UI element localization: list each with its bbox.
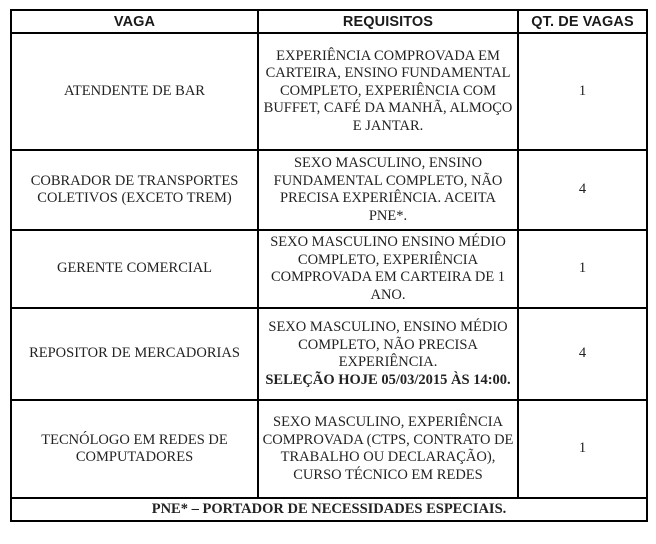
requisitos-text: SEXO MASCULINO, ENSINO FUNDAMENTAL COMPLETO, NÃO PRECISA EXPERIÊNCIA. ACEITA PNE*. <box>273 155 503 224</box>
qt-vagas-cell: 1 <box>518 400 647 498</box>
table-row <box>11 150 647 230</box>
vaga-cell: TECNÓLOGO EM REDES DE COMPUTADORES <box>11 400 258 498</box>
requisitos-cell <box>258 150 518 230</box>
header-qt-vagas: QT. DE VAGAS <box>518 10 647 33</box>
requisitos-text: SEXO MASCULINO, ENSINO MÉDIO COMPLETO, NÃO PRECISA EXPERIÊNCIA. <box>268 319 508 370</box>
qt-vagas-cell: 1 <box>518 33 647 150</box>
requisitos-cell <box>258 400 518 498</box>
requisitos-text: SEXO MASCULINO ENSINO MÉDIO COMPLETO, EXPERIÊNCIA COMPROVADA EM CARTEIRA DE 1 ANO. <box>270 234 506 303</box>
requisitos-cell <box>258 33 518 150</box>
vaga-cell: REPOSITOR DE MERCADORIAS <box>11 308 258 400</box>
header-vaga: VAGA <box>11 10 258 33</box>
table-row <box>11 33 647 150</box>
header-row <box>11 10 647 33</box>
requisitos-cell <box>258 308 518 400</box>
table-row <box>11 230 647 308</box>
qt-vagas-cell: 4 <box>518 150 647 230</box>
requisitos-text: EXPERIÊNCIA COMPROVADA EM CARTEIRA, ENSINO FUNDAMENTAL COMPLETO, EXPERIÊNCIA COM BUFFET, CAFÉ DA MANHÃ, ALMOÇO E JANTAR. <box>263 47 513 134</box>
qt-vagas-cell: 1 <box>518 230 647 308</box>
vaga-cell: COBRADOR DE TRANSPORTES COLETIVOS (EXCETO TREM) <box>11 150 258 230</box>
requisitos-cell <box>258 230 518 308</box>
footnote: PNE* – PORTADOR DE NECESSIDADES ESPECIAIS. <box>11 498 647 521</box>
vaga-cell: GERENTE COMERCIAL <box>11 230 258 308</box>
table-row <box>11 308 647 400</box>
job-vacancies-table <box>10 9 648 522</box>
requisitos-text: SEXO MASCULINO, EXPERIÊNCIA COMPROVADA (CTPS, CONTRATO DE TRABALHO OU DECLARAÇÃO), CURSO TÉCNICO EM REDES <box>262 414 514 483</box>
header-requisitos: REQUISITOS <box>258 10 518 33</box>
vaga-cell: ATENDENTE DE BAR <box>11 33 258 150</box>
selection-date-notice: SELEÇÃO HOJE 05/03/2015 ÀS 14:00. <box>265 371 511 388</box>
table-row <box>11 400 647 498</box>
qt-vagas-cell: 4 <box>518 308 647 400</box>
footnote-row <box>11 498 647 521</box>
